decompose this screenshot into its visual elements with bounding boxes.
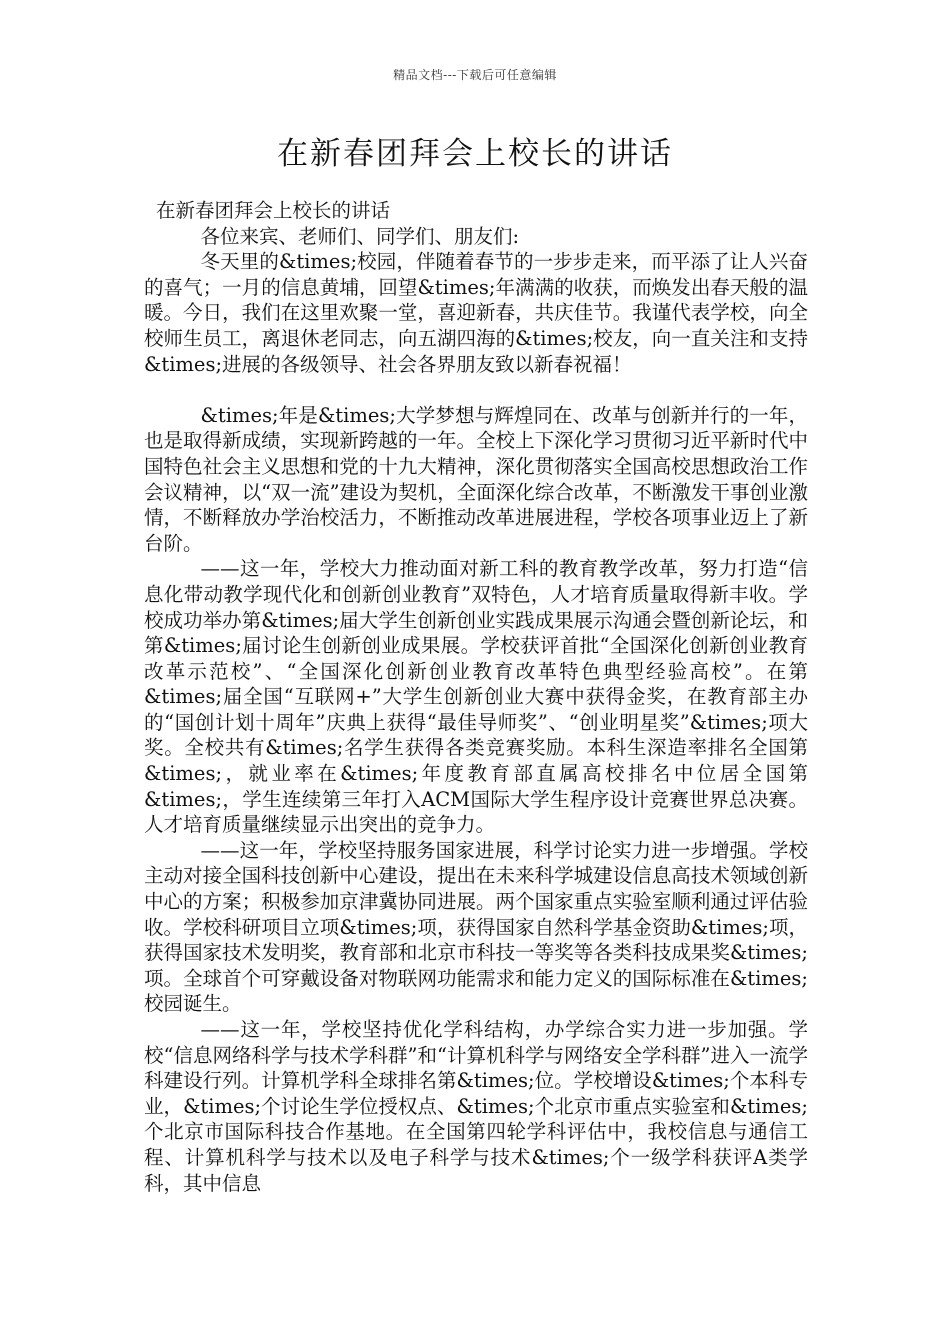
- page-title: 在新春团拜会上校长的讲话: [277, 136, 673, 172]
- greeting: 各位来宾、老师们、同学们、朋友们:: [200, 224, 520, 248]
- header-note: 精品文档---下载后可任意编辑: [393, 68, 557, 82]
- paragraph-5: ——这一年，学校坚持优化学科结构，办学综合实力进一步加强。学校“信息网络科学与技术学科群”和“计算机科学与网络安全学科群”进入一流学科建设行列。计算机学科全球排名第&times;位。学校增设&times;个本科专业，&times;个讨论生学位授权点、&times;个北京市重点实验室和&times;个北京市国际科技合作基地。在全国第四轮学科评估中，我校信息与通信工程、计算机科学与技术以及电子科学与技术&times;个一级学科获评A类学科，其中信息: [144, 1018, 808, 1195]
- paragraph-3: ——这一年，学校大力推动面对新工科的教育教学改革，努力打造“信息化带动教学现代化和创新创业教育”双特色，人才培育质量取得新丰收。学校成功举办第&times;届大学生创新创业实践成果展示沟通会暨创新论坛，和第&times;届讨论生创新创业成果展。学校获评首批“全国深化创新创业教育改革示范校”、“全国深化创新创业教育改革特色典型经验高校”。在第&times;届全国“互联网+”大学生创新创业大赛中获得金奖，在教育部主办的“国创计划十周年”庆典上获得“最佳导师奖”、“创业明星奖”&times;项大奖。全校共有&times;名学生获得各类竞赛奖励。本科生深造率排名全国第&times;，就业率在&times;年度教育部直属高校排名中位居全国第&times;，学生连续第三年打入ACM国际大学生程序设计竞赛世界总决赛。人才培育质量继续显示出突出的竞争力。: [144, 557, 808, 837]
- subtitle: 在新春团拜会上校长的讲话: [156, 199, 391, 222]
- paragraph-4: ——这一年，学校坚持服务国家进展，科学讨论实力进一步增强。学校主动对接全国科技创新中心建设，提出在未来科学城建设信息高技术领域创新中心的方案；积极参加京津冀协同进展。两个国家重点实验室顺利通过评估验收。学校科研项目立项&times;项，获得国家自然科学基金资助&times;项，获得国家技术发明奖，教育部和北京市科技一等奖等各类科技成果奖&times;项。全球首个可穿戴设备对物联网功能需求和能力定义的国际标准在&times;校园诞生。: [144, 838, 808, 1016]
- document-body: [144, 198, 808, 1196]
- paragraph-1: 冬天里的&times;校园，伴随着春节的一步步走来，而平添了让人兴奋的喜气；一月的信息黄埔，回望&times;年满满的收获，而焕发出春天般的温暖。今日，我们在这里欢聚一堂，喜迎新春，共庆佳节。我谨代表学校，向全校师生员工，离退休老同志，向五湖四海的&times;校友，向一直关注和支持&times;进展的各级领导、社会各界朋友致以新春祝福！: [144, 250, 808, 376]
- paragraph-2: &times;年是&times;大学梦想与辉煌同在、改革与创新并行的一年，也是取得新成绩，实现新跨越的一年。全校上下深化学习贯彻习近平新时代中国特色社会主义思想和党的十九大精神，深化贯彻落实全国高校思想政治工作会议精神，以“双一流”建设为契机，全面深化综合改革，不断激发干事创业激情，不断释放办学治校活力，不断推动改革进展进程，学校各项事业迈上了新台阶。: [144, 403, 808, 555]
